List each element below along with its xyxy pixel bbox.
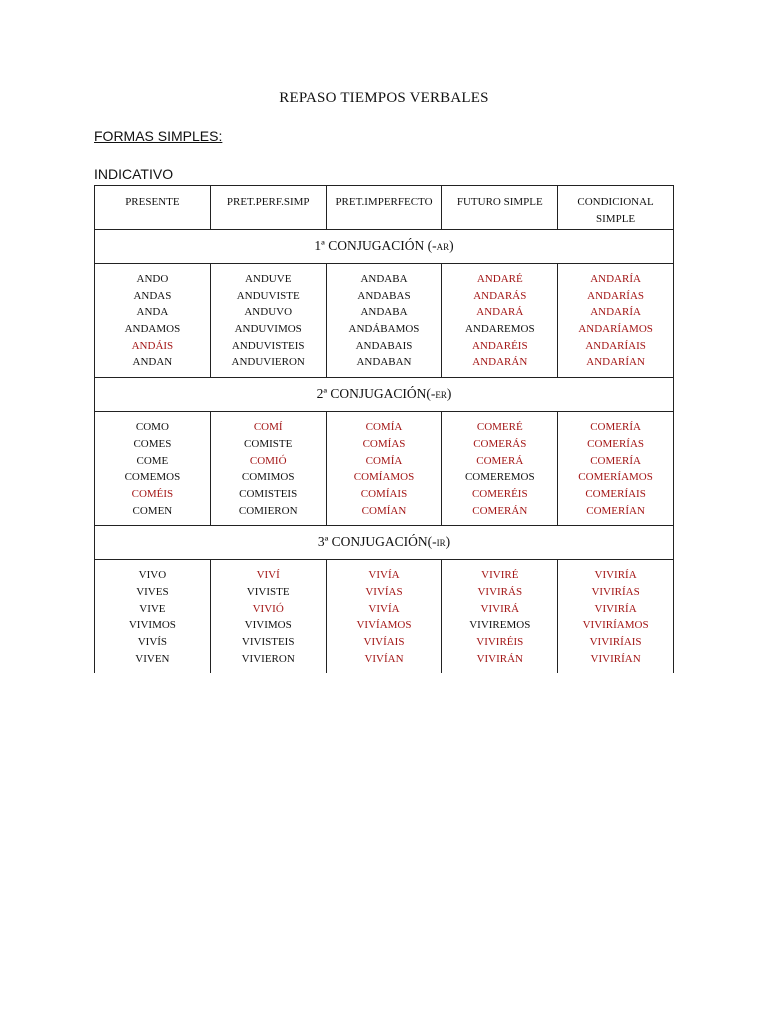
header-condicional-simple: CONDICIONAL SIMPLE [558,186,674,230]
forms-cell [326,264,442,378]
verb-form: COMÍAS [362,437,406,450]
verb-form: ANDARÁN [472,356,528,369]
verb-form: ANDÁIS [131,339,174,352]
verb-form: COMÍ [253,421,283,434]
verb-form: ANDUVISTE [236,289,300,302]
forms-row [95,560,674,674]
verb-form: ANDO [136,273,169,285]
forms-cell [558,560,674,674]
verb-form: COMERÁS [473,437,527,450]
verb-form: VIVÍ [256,569,280,582]
verb-form: COMEMOS [124,471,181,484]
forms-cell [210,560,326,674]
header-presente: PRESENTE [95,186,211,230]
verb-form: ANDA [136,306,169,319]
forms-cell [558,264,674,378]
forms-cell [210,264,326,378]
verb-form: VIVIRÉIS [476,636,524,648]
forms-cell [326,412,442,526]
verb-form: ANDUVIMOS [234,323,302,336]
conjugation-label: 2ª CONJUGACIÓN(-er) [95,378,674,412]
verb-form: ANDUVO [244,306,293,319]
verb-form: ANDAMOS [124,323,181,336]
forms-cell [95,264,211,378]
verb-form: COMERÍA [590,421,641,434]
verb-form: VIVISTEIS [241,636,295,648]
verb-form: VIVÍAS [365,585,403,598]
verb-form: ANDABAS [357,289,411,302]
verb-form: ANDÁBAMOS [348,323,420,336]
verb-form: ANDABAN [356,356,412,369]
verb-form: VIVIRÍA [594,602,637,615]
verb-form: VIVÍAN [364,652,404,665]
conjugation-label: 3ª CONJUGACIÓN(-ir) [95,526,674,560]
verb-form: VIVÍAIS [363,636,405,648]
verb-form: VIVÍAMOS [356,619,412,632]
verb-form: ANDAN [132,356,173,369]
verb-form: COMÉIS [131,487,174,500]
verb-form: COMERÁN [472,504,528,517]
verb-form: VIVIREMOS [469,619,531,632]
conjugation-heading-row [95,526,674,560]
verb-form: COMÍAN [361,504,407,517]
verb-form: COMERÍAMOS [578,471,653,484]
verb-form: VIVIRÍA [594,569,637,582]
verb-form: COMEN [132,504,173,517]
verb-form: ANDARÍAN [586,356,645,369]
conjugation-heading-row [95,230,674,264]
conjugation-heading-row [95,378,674,412]
header-futuro-simple: FUTURO SIMPLE [442,186,558,230]
verb-form: COMÍAMOS [353,471,415,484]
verb-form: ANDARÉ [476,273,523,285]
verb-form: COMERÉIS [471,487,528,500]
verb-form: COMERÍAS [587,437,645,450]
verb-form: ANDARÍA [590,273,641,285]
verb-form: ANDUVIERON [231,356,305,369]
verb-form: COMO [135,421,169,434]
verb-form: COMERÉ [476,421,523,434]
verb-form: COMISTEIS [239,487,298,500]
verb-form: VIVIÓ [252,602,284,615]
verb-form: ANDARÍAIS [585,339,646,352]
verb-form: COMIERON [238,504,298,517]
verb-form: VIVISTE [246,585,290,598]
verb-form: ANDARÍA [590,306,641,319]
verb-form: VIVIMOS [128,619,176,632]
verb-form: ANDARÁS [473,289,527,302]
header-row [95,186,674,230]
verb-form: COMERÍA [590,454,641,467]
forms-row [95,412,674,526]
header-pret-imperfecto: PRET.IMPERFECTO [326,186,442,230]
verb-form: VIVIRÁN [476,652,524,665]
verb-form: COMIMOS [241,471,295,484]
verb-form: VIVÍS [137,636,168,648]
verb-form: ANDARÉIS [471,339,528,352]
verb-form: COMERÁ [476,454,524,467]
verb-form: VIVÍA [368,569,400,582]
verb-form: VIVIRÍAS [591,585,640,598]
verb-form: COME [136,454,169,467]
forms-cell [442,264,558,378]
verb-form: COMES [133,437,172,450]
verb-form: ANDAS [133,289,172,302]
verb-form: VIVE [139,602,166,615]
verb-form: VIVIRÁ [480,602,520,615]
verb-form: ANDUVISTEIS [231,339,305,352]
verb-form: VIVÍA [368,602,400,615]
section-heading: FORMAS SIMPLES: [94,128,223,144]
subsection-heading: INDICATIVO [94,166,174,182]
verb-form: COMERÍAN [586,504,645,517]
verb-form: ANDARÁ [476,306,524,319]
verb-form: ANDAREMOS [464,323,535,336]
verb-form: ANDARÍAS [587,289,645,302]
verb-form: COMERÍAIS [585,487,646,500]
verb-form: ANDABA [360,273,408,285]
verb-form: VIVIRÉ [481,569,519,582]
verb-form: ANDARÍAMOS [578,323,653,336]
verb-form: ANDUVE [244,273,292,285]
verb-form: COMISTE [244,437,293,450]
verb-form: VIVIRÁS [477,585,523,598]
verb-form: VIVO [138,569,167,582]
verb-form: VIVES [136,585,169,598]
verb-form: COMÍA [365,421,403,434]
page-title: REPASO TIEMPOS VERBALES [279,90,489,106]
verb-form: VIVIRÍAIS [589,636,642,648]
verb-form: COMÍA [365,454,403,467]
conjugation-table [94,185,674,673]
header-pret-perf-simp: PRET.PERF.SIMP [210,186,326,230]
forms-row [95,264,674,378]
verb-form: VIVIERON [241,652,295,665]
forms-cell [442,560,558,674]
verb-form: COMÍAIS [360,487,408,500]
verb-form: VIVEN [135,652,170,665]
verb-form: COMIÓ [249,454,287,467]
conjugation-label: 1ª CONJUGACIÓN (-ar) [95,230,674,264]
forms-cell [210,412,326,526]
verb-form: ANDABA [360,306,408,319]
forms-cell [442,412,558,526]
verb-form: VIVIRÍAN [590,652,641,665]
forms-cell [95,560,211,674]
verb-form: VIVIMOS [244,619,292,632]
verb-form: COMEREMOS [464,471,535,484]
forms-cell [95,412,211,526]
forms-cell [558,412,674,526]
verb-form: VIVIRÍAMOS [582,619,649,632]
verb-form: ANDABAIS [355,339,413,352]
forms-cell [326,560,442,674]
